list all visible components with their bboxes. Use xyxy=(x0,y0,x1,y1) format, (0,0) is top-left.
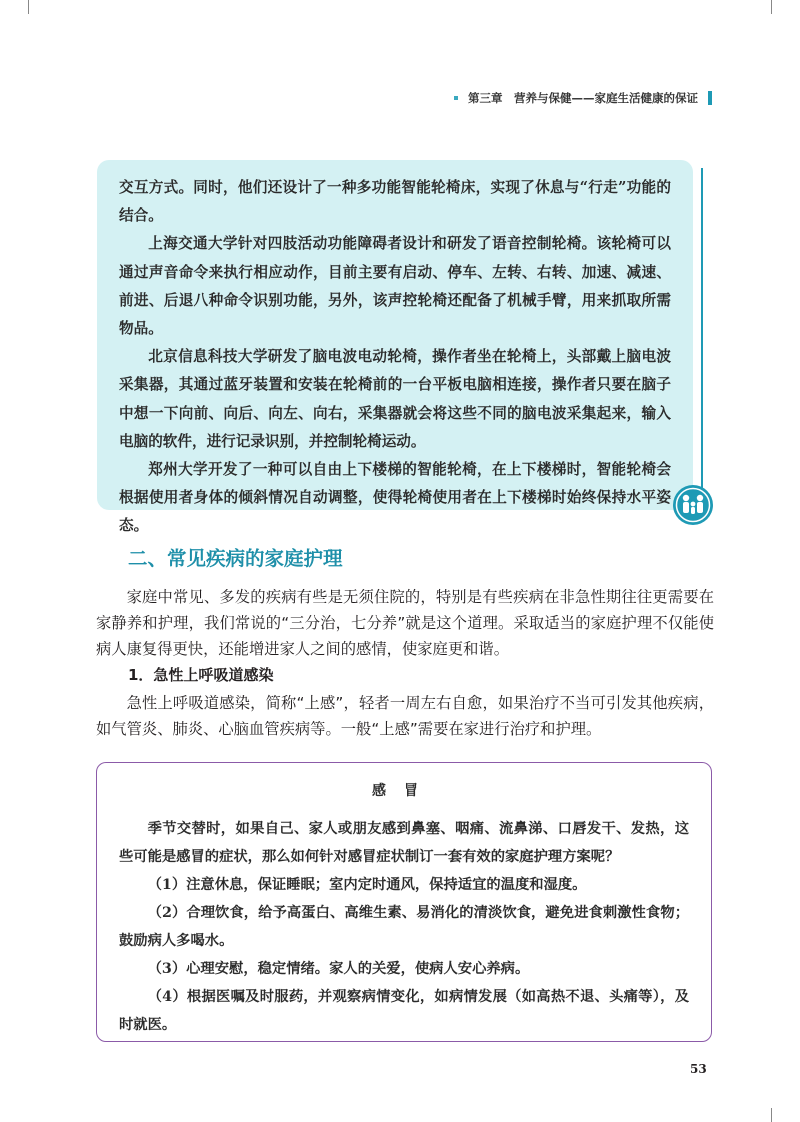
case-list-item: （1）注意休息，保证睡眠；室内定时通风，保持适宜的温度和湿度。 xyxy=(147,877,587,893)
section-title: 二、常见疾病的家庭护理 xyxy=(128,547,343,570)
case-paragraph: 季节交替时，如果自己、家人或朋友感到鼻塞、咽痛、流鼻涕、口唇发干、发热，这些可能是感冒的症状，那么如何针对感冒症状制订一套有效的家庭护理方案呢？ xyxy=(119,821,689,865)
subheading: 1．急性上呼吸道感染 xyxy=(128,666,274,684)
case-box xyxy=(96,762,712,1042)
running-header xyxy=(400,90,712,106)
crop-mark-bottom-right xyxy=(757,1108,772,1122)
reading-box xyxy=(97,160,693,535)
reading-paragraph: 郑州大学开发了一种可以自由上下楼梯的智能轮椅，在上下楼梯时，智能轮椅会根据使用者身体的倾斜情况自动调整，使得轮椅使用者在上下楼梯时始终保持水平姿态。 xyxy=(119,461,671,535)
header-dot-icon xyxy=(454,96,458,100)
running-header-text: 第三章 营养与保健——家庭生活健康的保证 xyxy=(468,91,698,105)
reading-paragraph: 交互方式。同时，他们还设计了一种多功能智能轮椅床，实现了休息与“行走”功能的结合。 xyxy=(119,179,671,225)
case-list-item: （2）合理饮食，给予高蛋白、高维生素、易消化的清淡饮食，避免进食刺激性食物；鼓励病人多喝水。 xyxy=(119,905,689,949)
case-box-title: 感冒 xyxy=(372,783,436,799)
reading-paragraph: 北京信息科技大学研发了脑电波电动轮椅，操作者坐在轮椅上，头部戴上脑电波采集器，其通过蓝牙装置和安装在轮椅前的一台平板电脑相连接，操作者只要在脑子中想一下向前、向后、向左、向右，采集器就会将这些不同的脑电波采集起来，输入电脑的软件，进行记录识别，并控制轮椅运动。 xyxy=(119,348,671,450)
case-list-item: （3）心理安慰，稳定情绪。家人的关爱，使病人安心养病。 xyxy=(147,961,530,977)
crop-mark-top-right xyxy=(757,0,772,14)
family-icon xyxy=(672,484,714,526)
section-intro: 家庭中常见、多发的疾病有些是无须住院的，特别是有些疾病在非急性期往往更需要在家静养和护理，我们常说的“三分治，七分养”就是这个道理。采取适当的家庭护理不仅能使病人康复得更快，还能增进家人之间的感情，使家庭更和谐。 xyxy=(96,588,714,658)
reading-box-rule xyxy=(701,168,703,490)
reading-paragraph: 上海交通大学针对四肢活动功能障碍者设计和研发了语音控制轮椅。该轮椅可以通过声音命令来执行相应动作，目前主要有启动、停车、左转、右转、加速、减速、前进、后退八种命令识别功能，另外，该声控轮椅还配备了机械手臂，用来抓取所需物品。 xyxy=(119,235,671,338)
crop-mark-top-left xyxy=(28,0,43,14)
page-number: 53 xyxy=(690,1062,707,1076)
header-bar-icon xyxy=(708,91,712,105)
subheading-text: 急性上呼吸道感染，简称“上感”，轻者一周左右自愈，如果治疗不当可引发其他疾病，如气管炎、肺炎、心脑血管疾病等。一般“上感”需要在家进行治疗和护理。 xyxy=(96,694,714,738)
case-list-item: （4）根据医嘱及时服药，并观察病情变化，如病情发展（如高热不退、头痛等），及时就医。 xyxy=(119,989,689,1033)
